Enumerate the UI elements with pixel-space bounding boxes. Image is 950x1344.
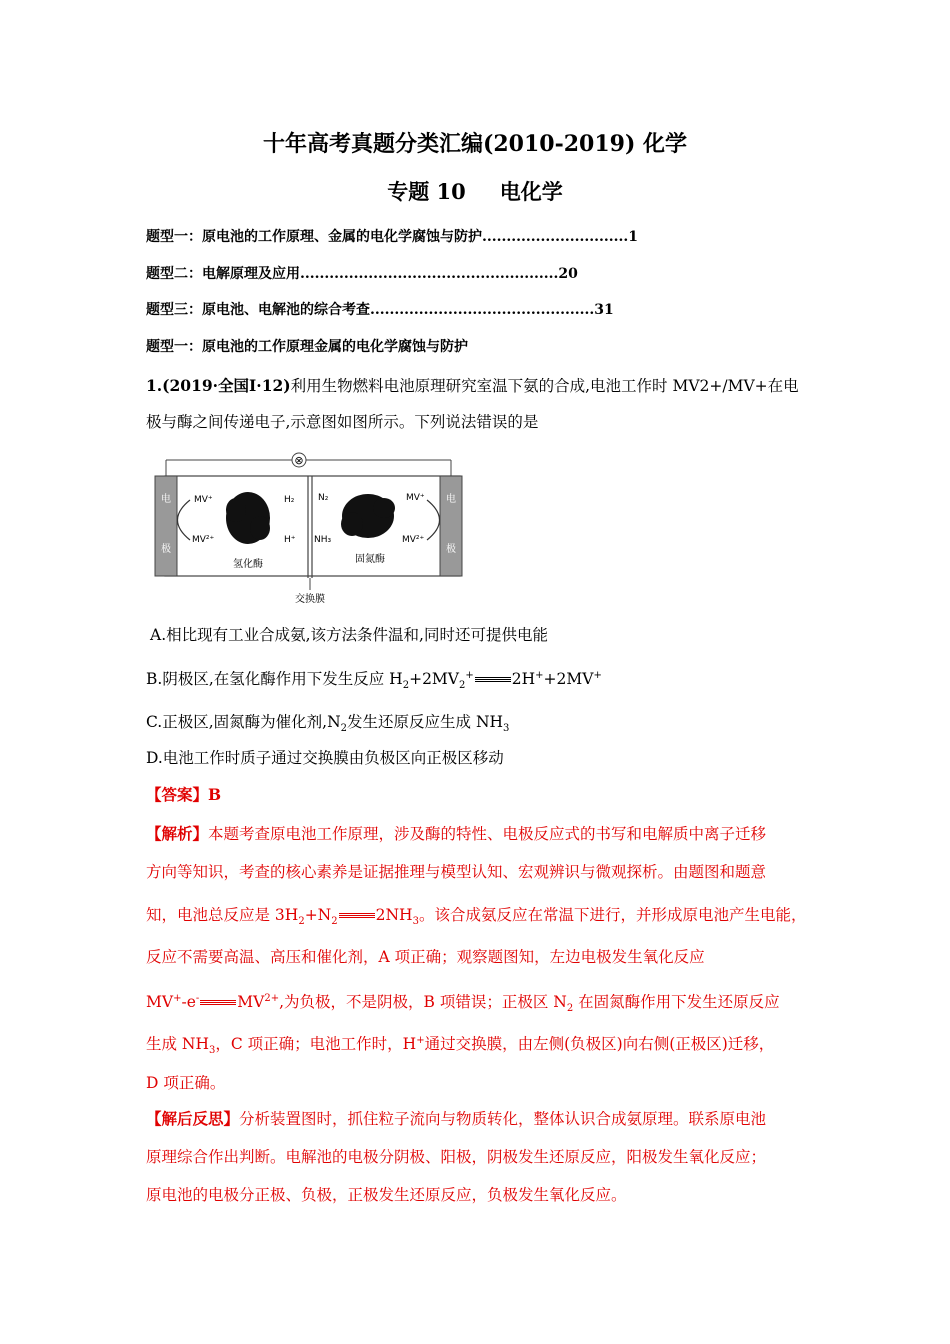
right-mv-plus: MV⁺ bbox=[406, 493, 425, 503]
analysis-line7: D 项正确。 bbox=[146, 1074, 226, 1092]
analysis-line6: 生成 $NH_3$，C 项正确；电池工作时，H+通过交换膜，由左侧(负极区)向右侧(正极区)迁移， bbox=[146, 1034, 775, 1057]
document-title: 十年高考真题分类汇编(2010-2019) 化学 bbox=[262, 131, 688, 157]
question-source: 1.(2019·全国Ⅰ·12) bbox=[146, 376, 291, 395]
reflection-line2: 原理综合作出判断。电解池的电极分阴极、阳极，阴极发生还原反应，阳极发生氧化反应； bbox=[146, 1148, 767, 1166]
nitrogenase-blob bbox=[341, 494, 395, 538]
left-electrode-top: 电 bbox=[161, 494, 171, 505]
option-a[interactable]: A.相比现有工业合成氨,该方法条件温和,同时还可提供电能 bbox=[150, 626, 548, 644]
left-electrode-bottom: 极 bbox=[161, 544, 171, 555]
answer-value: B bbox=[208, 785, 222, 804]
enzyme-right-label: 固氮酶 bbox=[355, 554, 385, 565]
hydrogenase-blob bbox=[226, 492, 270, 544]
toc-item-1[interactable]: 题型一：原电池的工作原理、金属的电化学腐蚀与防护..............................1 bbox=[146, 229, 638, 245]
option-b[interactable]: B.阴极区,在氢化酶作用下发生反应 $H_2+2MV_2^+$ 2H++2MV+ bbox=[146, 669, 602, 692]
answer-line: 【答案】B bbox=[146, 785, 222, 804]
label-h-plus: H⁺ bbox=[284, 535, 296, 545]
left-mv-plus: MV⁺ bbox=[194, 495, 213, 505]
topic-name: 电化学 bbox=[499, 179, 563, 204]
toc-item-2[interactable]: 题型二：电解原理及应用.....................................................20 bbox=[146, 266, 578, 282]
battery-diagram bbox=[150, 450, 470, 605]
label-n2: N₂ bbox=[318, 493, 329, 503]
analysis-label: 【解析】 bbox=[146, 824, 209, 843]
lamp-icon: ⊗ bbox=[294, 454, 304, 467]
option-d[interactable]: D.电池工作时质子通过交换膜由负极区向正极区移动 bbox=[146, 749, 504, 767]
analysis-line3: 知，电池总反应是 $3H_2+N_2$ $2NH_3$。该合成氨反应在常温下进行，并形成原电池产生电能， bbox=[146, 906, 807, 928]
toc-item-3[interactable]: 题型三：原电池、电解池的综合考查..............................................31 bbox=[146, 302, 614, 318]
question-stem-line2: 极与酶之间传递电子,示意图如图所示。下列说法错误的是 bbox=[146, 413, 539, 431]
right-electrode-top: 电 bbox=[446, 494, 456, 505]
question-stem-line1: 1.(2019·全国Ⅰ·12)利用生物燃料电池原理研究室温下氨的合成,电池工作时 MV2+/MV+在电 bbox=[146, 376, 799, 395]
analysis-line5: MV+-e- $MV^{2+}$,为负极，不是阴极，B 项错误；正极区 $N_2$ 在固氮酶作用下发生还原反应 bbox=[146, 992, 780, 1015]
topic-title bbox=[0, 176, 950, 206]
equals-sign bbox=[475, 677, 511, 683]
label-nh3: NH₃ bbox=[314, 535, 332, 545]
label-h2: H₂ bbox=[284, 495, 295, 505]
analysis-line4: 反应不需要高温、高压和催化剂，A 项正确；观察题图知，左边电极发生氧化反应 bbox=[146, 948, 705, 966]
right-mv2-plus: MV²⁺ bbox=[402, 535, 425, 545]
option-c[interactable]: C.正极区,固氮酶为催化剂$,N_2$发生还原反应生成 $NH_3$ bbox=[146, 713, 510, 735]
analysis-line1: 【解析】本题考查原电池工作原理，涉及酶的特性、电极反应式的书写和电解质中离子迁移 bbox=[146, 824, 767, 843]
reflection-line1: 【解后反思】分析装置图时，抓住粒子流向与物质转化，整体认识合成氨原理。联系原电池 bbox=[146, 1109, 767, 1128]
analysis-line2: 方向等知识，考查的核心素养是证据推理与模型认知、宏观辨识与微观探析。由题图和题意 bbox=[146, 863, 767, 881]
section-heading: 题型一：原电池的工作原理金属的电化学腐蚀与防护 bbox=[146, 339, 468, 355]
left-mv2-plus: MV²⁺ bbox=[192, 535, 215, 545]
membrane-label: 交换膜 bbox=[295, 594, 325, 605]
reflection-label: 【解后反思】 bbox=[146, 1109, 240, 1128]
reflection-line3: 原电池的电极分正极、负极，正极发生还原反应，负极发生氧化反应。 bbox=[146, 1186, 627, 1204]
right-electrode-bottom: 极 bbox=[446, 544, 456, 555]
topic-number: 专题 10 bbox=[387, 179, 466, 204]
enzyme-left-label: 氢化酶 bbox=[233, 559, 263, 570]
